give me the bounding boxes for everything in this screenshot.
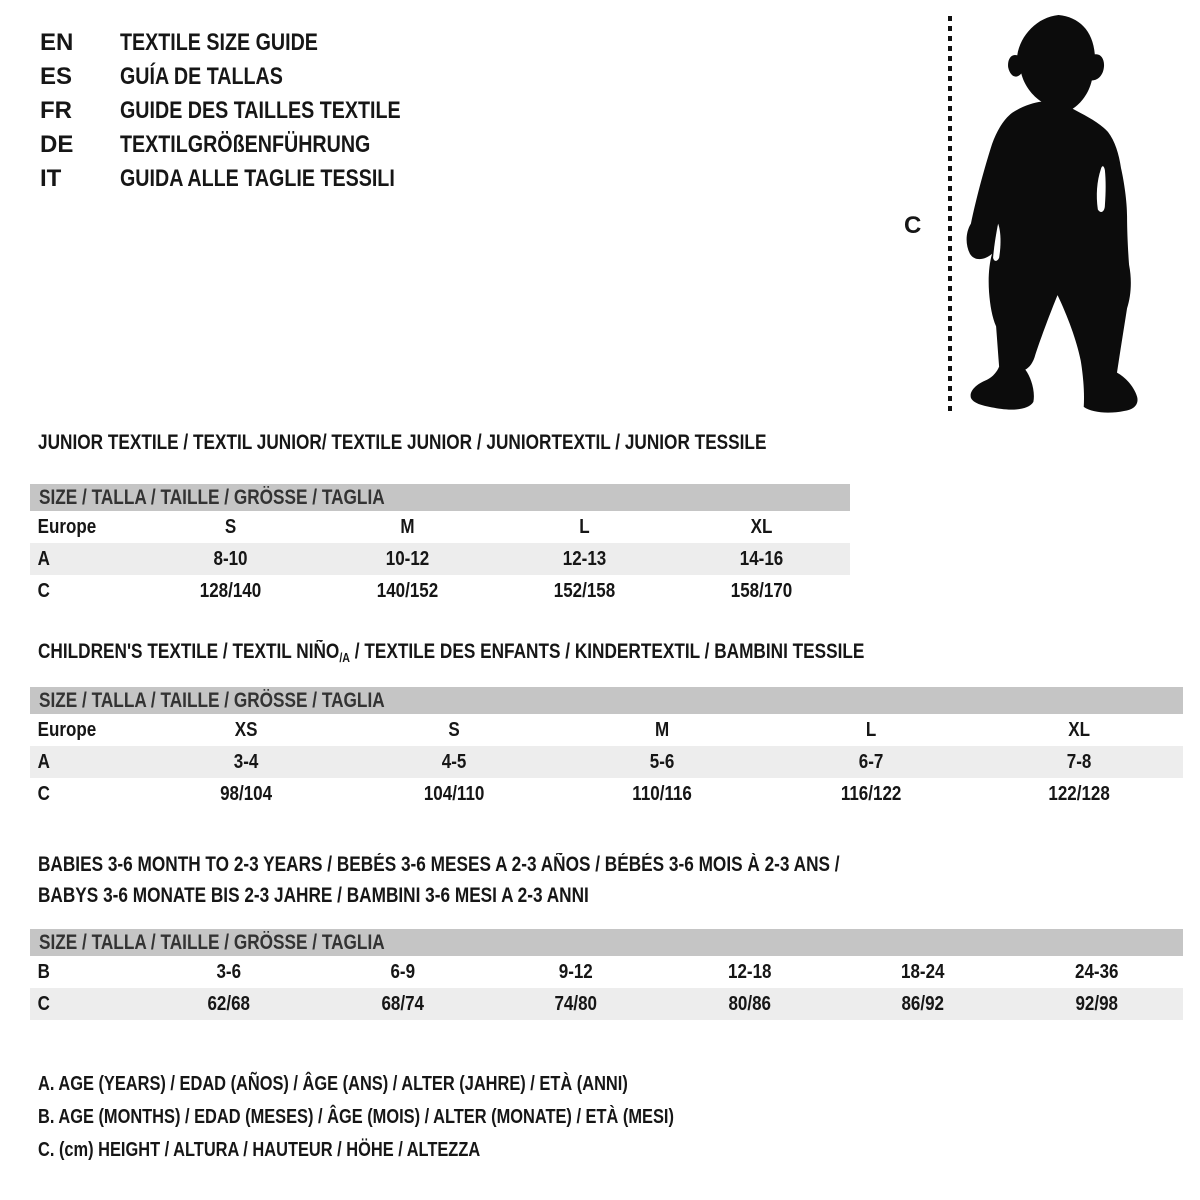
language-code: EN [40, 29, 74, 56]
junior-section-title: JUNIOR TEXTILE / TEXTIL JUNIOR/ TEXTILE JUNIOR / JUNIORTEXTIL / JUNIOR TESSILE [38, 431, 767, 454]
table-row-europe: Europe XS S M L XL [37, 719, 1090, 741]
legend-height-cm: C. (cm) HEIGHT / ALTURA / HAUTEUR / HÖHE / ALTEZZA [38, 1139, 481, 1161]
language-row-fr [40, 94, 462, 128]
table-row-age-years: A 8-10 10-12 12-13 14-16 [30, 543, 850, 575]
language-row-en [40, 26, 462, 60]
junior-size-table [30, 484, 850, 607]
children-section-title: CHILDREN'S TEXTILE / TEXTIL $NIÑO_{/A}$ / TEXTILE DES ENFANTS / KINDERTEXTIL / BAMBINI TESSILE [38, 640, 865, 665]
language-code: FR [40, 97, 72, 124]
table-row-height-cm: C 128/140 140/152 152/158 158/170 [37, 580, 793, 602]
size-header-band: SIZE / TALLA / TAILLE / GRÖSSE / TAGLIA [30, 484, 850, 511]
guide-title: GUÍA DE TALLAS [120, 63, 283, 90]
size-header-band: SIZE / TALLA / TAILLE / GRÖSSE / TAGLIA [30, 929, 1183, 956]
height-dashed-line [948, 16, 952, 416]
language-code: IT [40, 165, 62, 192]
language-row-de [40, 128, 462, 162]
language-row-it [40, 162, 462, 196]
language-row-es [40, 60, 462, 94]
language-title-list [40, 26, 462, 196]
table-row-europe: Europe S M L XL [37, 516, 773, 538]
legend-age-months: B. AGE (MONTHS) / EDAD (MESES) / ÂGE (MOIS) / ALTER (MONATE) / ETÀ (MESI) [38, 1106, 674, 1128]
measure-legend [38, 1068, 814, 1167]
guide-title: TEXTILE SIZE GUIDE [120, 29, 318, 56]
table-row-height-cm: C 62/68 68/74 74/80 80/86 86/92 92/98 [30, 988, 1183, 1020]
table-row-age-years: A 3-4 4-5 5-6 6-7 7-8 [30, 746, 1183, 778]
guide-title: TEXTILGRÖßENFÜHRUNG [120, 131, 371, 158]
guide-title: GUIDE DES TAILLES TEXTILE [120, 97, 401, 124]
size-header-band: SIZE / TALLA / TAILLE / GRÖSSE / TAGLIA [30, 687, 1183, 714]
table-row-height-cm: C 98/104 104/110 110/116 116/122 122/128 [37, 783, 1110, 805]
guide-title: GUIDA ALLE TAGLIE TESSILI [120, 165, 395, 192]
babies-section-title: BABIES 3-6 MONTH TO 2-3 YEARS / BEBÉS 3-6 MESES A 2-3 AÑOS / BÉBÉS 3-6 MOIS À 2-3 ANS / BABYS 3-6 MONATE BIS 2-3 JAHRE / BAMBINI 3-6 MESI A 2-3 ANNI [38, 853, 840, 907]
children-size-table [30, 687, 1183, 810]
table-row-age-months: B 3-6 6-9 9-12 12-18 18-24 24-36 [37, 961, 1118, 983]
legend-age-years: A. AGE (YEARS) / EDAD (AÑOS) / ÂGE (ANS) / ALTER (JAHRE) / ETÀ (ANNI) [38, 1073, 628, 1095]
height-measure-label: C [904, 212, 922, 239]
language-code: ES [40, 63, 73, 90]
baby-silhouette [962, 10, 1140, 418]
babies-size-table [30, 929, 1183, 1020]
language-code: DE [40, 131, 74, 158]
nino-a-subscript: /A [339, 650, 350, 665]
